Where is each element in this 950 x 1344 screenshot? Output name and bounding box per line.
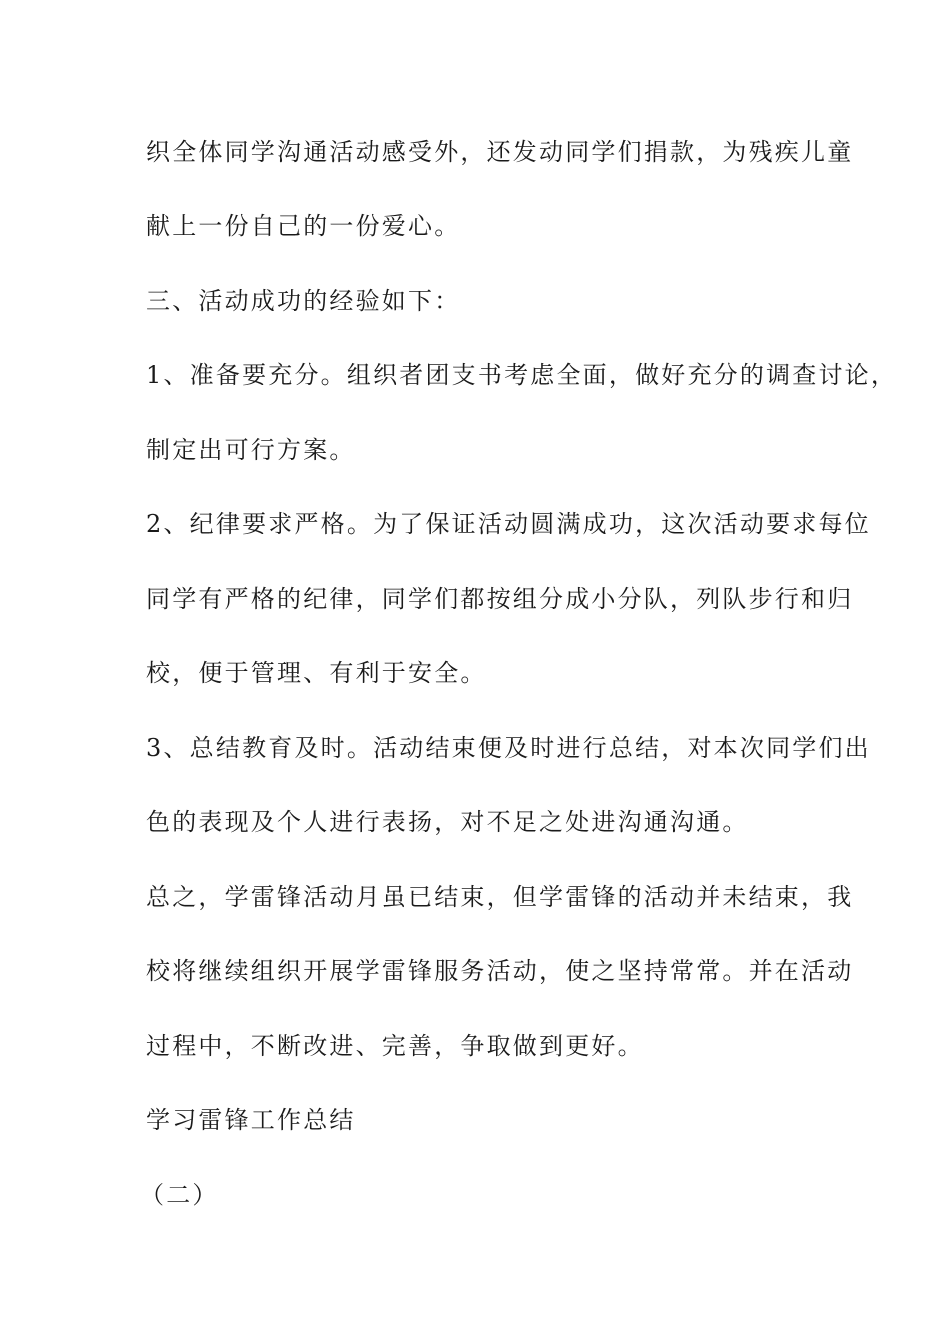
document-title: 学习雷锋工作总结 [146, 1106, 356, 1134]
body-text-line: 织全体同学沟通活动感受外，还发动同学们捐款，为残疾儿童 [146, 138, 854, 166]
body-text-line: 2、纪律要求严格。为了保证活动圆满成功，这次活动要求每位 [146, 510, 871, 538]
section-heading: 三、活动成功的经验如下： [146, 287, 461, 315]
body-text-line: 过程中，不断改进、完善，争取做到更好。 [146, 1032, 644, 1060]
body-text-line: 色的表现及个人进行表扬，对不足之处进沟通沟通。 [146, 808, 749, 836]
body-text-line: 3、总结教育及时。活动结束便及时进行总结，对本次同学们出 [146, 734, 871, 762]
body-text-line: 同学有严格的纪律，同学们都按组分成小分队，列队步行和归 [146, 585, 854, 613]
body-text-line: 总之，学雷锋活动月虽已结束，但学雷锋的活动并未结束，我 [146, 883, 854, 911]
body-text-line: 校将继续组织开展学雷锋服务活动，使之坚持常常。并在活动 [146, 957, 854, 985]
body-text-line: 校，便于管理、有利于安全。 [146, 659, 487, 687]
body-text-line: 1、准备要充分。组织者团支书考虑全面，做好充分的调查讨论， [146, 361, 898, 389]
section-number: （二） [140, 1181, 219, 1209]
body-text-line: 献上一份自己的一份爱心。 [146, 212, 461, 240]
body-text-line: 制定出可行方案。 [146, 436, 356, 464]
